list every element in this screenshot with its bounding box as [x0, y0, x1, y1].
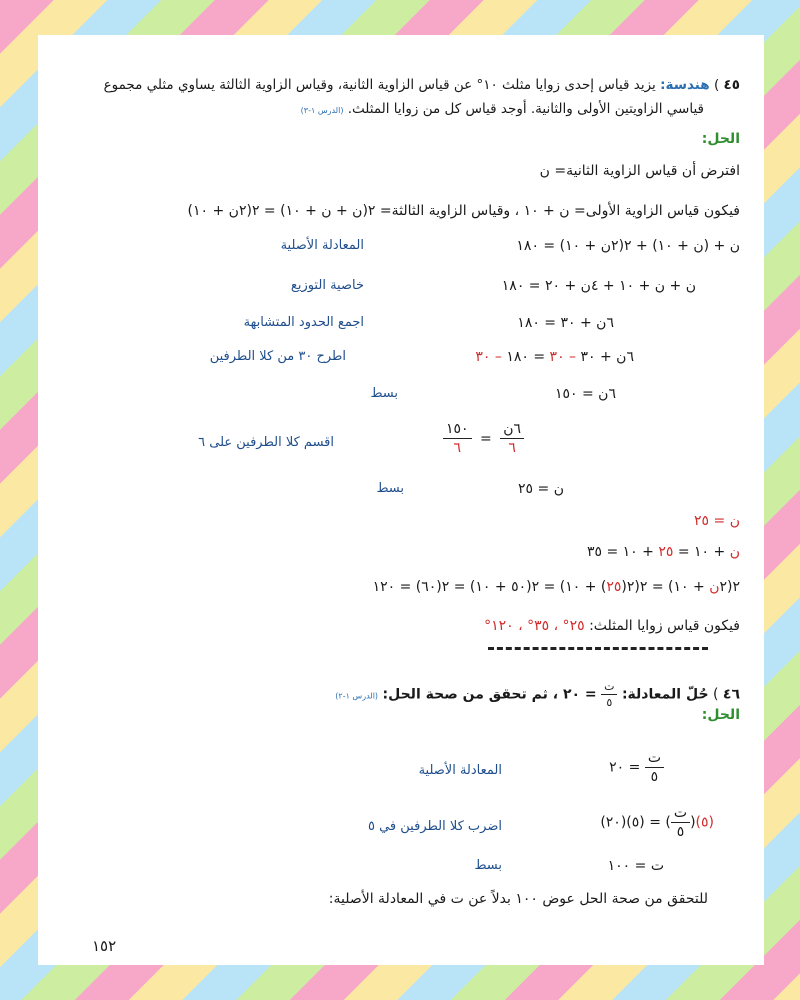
q46-solution-label: الحل:	[701, 707, 740, 723]
step-5-note: بسط	[370, 386, 398, 401]
final-answer-value: ٢٥° ، ٣٥° ، ١٢٠°	[484, 618, 585, 634]
q45-line2	[301, 101, 704, 117]
q46-step1-den: ٥	[650, 769, 659, 785]
q46-check: للتحقق من صحة الحل عوض ١٠٠ بدلاً عن ت في المعادلة الأصلية:	[328, 891, 708, 907]
step-6-equation: $\frac{\text{٦ن}}{٦}$ = $\frac{١٥٠}{٦}$	[443, 421, 524, 456]
q46-step2-note: اضرب كلا الطرفين في ٥	[367, 819, 502, 834]
third-angle-var: ن	[709, 579, 720, 595]
final-answer-label: فيكون قياس زوايا المثلث:	[589, 618, 740, 634]
q45-topic: هندسة:	[660, 77, 710, 93]
step-1-equation: ن + (ن + ١٠) + ٢(٢ن + ١٠) = ١٨٠	[516, 238, 740, 254]
step-5-equation: ٦ن = ١٥٠	[554, 386, 616, 402]
step-6-note: اقسم كلا الطرفين على ٦	[198, 435, 334, 450]
q46-step2-fraction	[671, 805, 690, 840]
step-6-left-den: ٦	[508, 440, 516, 456]
q46-step2-equation: (٥)( $\frac{\text{ت}}{٥}$ ) = (٥)(٢٠)	[600, 805, 714, 840]
q45-line1: ٤٥ ) هندسة: يزيد قياس إحدى زوايا مثلث ١٠° عن قياس الزاوية الثانية، وقياس الزاوية الثالثة يساوي مثلي مجموع	[103, 77, 740, 93]
step-1-note: المعادلة الأصلية	[280, 238, 364, 253]
step-6-right-num: ١٥٠	[443, 421, 472, 439]
q46-step1-num: ت	[645, 750, 664, 768]
step-4-part-a: ٦ن + ٣٠	[580, 349, 634, 365]
q46-step1-right: = ٢٠	[609, 759, 641, 776]
step-6-left-fraction	[500, 421, 524, 456]
section-divider	[488, 647, 708, 650]
q46-step1-fraction	[645, 750, 664, 785]
q46-lesson-ref: (الدرس ١-٢)	[335, 691, 379, 701]
q45-number: ٤٥	[723, 77, 740, 93]
q45-assume: افترض أن قياس الزاوية الثانية= ن	[539, 163, 740, 179]
q46-text-a: حُلّ المعادلة:	[621, 686, 709, 703]
step-4-part-d: – ٣٠	[475, 349, 502, 365]
page-number: ١٥٢	[92, 937, 117, 955]
q46-step2-right: = (٥)(٢٠)	[600, 814, 661, 831]
step-4-equation	[475, 349, 634, 365]
q45-text-line1: يزيد قياس إحدى زوايا مثلث ١٠° عن قياس الزاوية الثانية، وقياس الزاوية الثالثة يساوي مثلي مجموع	[103, 77, 656, 93]
q46-line: ٤٦ ) حُلّ المعادلة: $\frac{\text{ت}}{٥}$ = ٢٠ ، ثم تحقق من صحة الحل: (الدرس ١-٢)	[335, 680, 740, 709]
step-4-note: اطرح ٣٠ من كلا الطرفين	[209, 349, 346, 364]
third-angle-part1: ٢(٢	[719, 579, 740, 595]
third-angle-part5: ) + ١٠) = ٢(٥٠ + ١٠) = ٢(٦٠) = ١٢٠	[372, 579, 607, 595]
q46-fraction	[601, 680, 617, 709]
q46-step2-num: ت	[671, 805, 690, 823]
result-n	[694, 513, 740, 529]
step-4-part-c: = ١٨٠	[506, 349, 546, 365]
q46-text-b: = ٢٠ ، ثم تحقق من صحة الحل:	[382, 686, 597, 703]
q46-step3-note: بسط	[474, 858, 502, 873]
step-6-right-fraction	[443, 421, 472, 456]
result-n-val: = ٢٥	[694, 513, 726, 529]
first-angle-sub: ٢٥	[658, 544, 674, 560]
q46-frac-num: ت	[601, 680, 617, 695]
step-6-left-num: ٦ن	[500, 421, 524, 439]
step-7-equation: ن = ٢٥	[518, 481, 564, 497]
page	[38, 35, 764, 965]
first-angle-part4: + ١٠ = ٣٥	[586, 544, 654, 560]
final-answer	[484, 618, 740, 634]
third-angle-line	[373, 579, 740, 595]
result-n-var: ن	[729, 513, 740, 529]
third-angle-part3: + ١٠) = ٢(٢(	[621, 579, 705, 595]
step-4-part-b: – ٣٠	[549, 349, 577, 365]
step-2-note: خاصية التوزيع	[290, 278, 364, 293]
step-3-equation: ٦ن + ٣٠ = ١٨٠	[517, 315, 614, 331]
q46-step2-mult: (٥)	[695, 814, 714, 831]
q45-lesson-ref: (الدرس ١-٣)	[300, 106, 344, 115]
q46-step1-equation	[609, 750, 664, 785]
q46-step3-equation: ت = ١٠٠	[607, 858, 664, 874]
step-7-note: بسط	[376, 481, 404, 496]
third-angle-sub: ٢٥	[606, 579, 622, 595]
q45-solution-label: الحل:	[701, 131, 740, 147]
step-6-right-den: ٦	[453, 440, 462, 456]
q46-step2-den: ٥	[676, 824, 685, 840]
q45-text-line2: قياسي الزاويتين الأولى والثانية. أوجد قياس كل من زوايا المثلث.	[347, 101, 704, 117]
q46-number: ٤٦	[722, 686, 740, 703]
q46-frac-den: ٥	[606, 696, 613, 709]
first-angle-part2: + ١٠ =	[677, 544, 726, 560]
q46-step1-note: المعادلة الأصلية	[418, 763, 502, 778]
first-angle-var: ن	[729, 544, 740, 560]
step-2-equation: ن + ن + ١٠ + ٤ن + ٢٠ = ١٨٠	[501, 278, 696, 294]
first-angle-line	[587, 544, 740, 560]
step-3-note: اجمع الحدود المتشابهة	[243, 315, 364, 330]
q45-then: فيكون قياس الزاوية الأولى= ن + ١٠ ، وقياس الزاوية الثالثة= ٢(ن + ن + ١٠) = ٢(٢ن + ١٠)	[187, 203, 740, 219]
